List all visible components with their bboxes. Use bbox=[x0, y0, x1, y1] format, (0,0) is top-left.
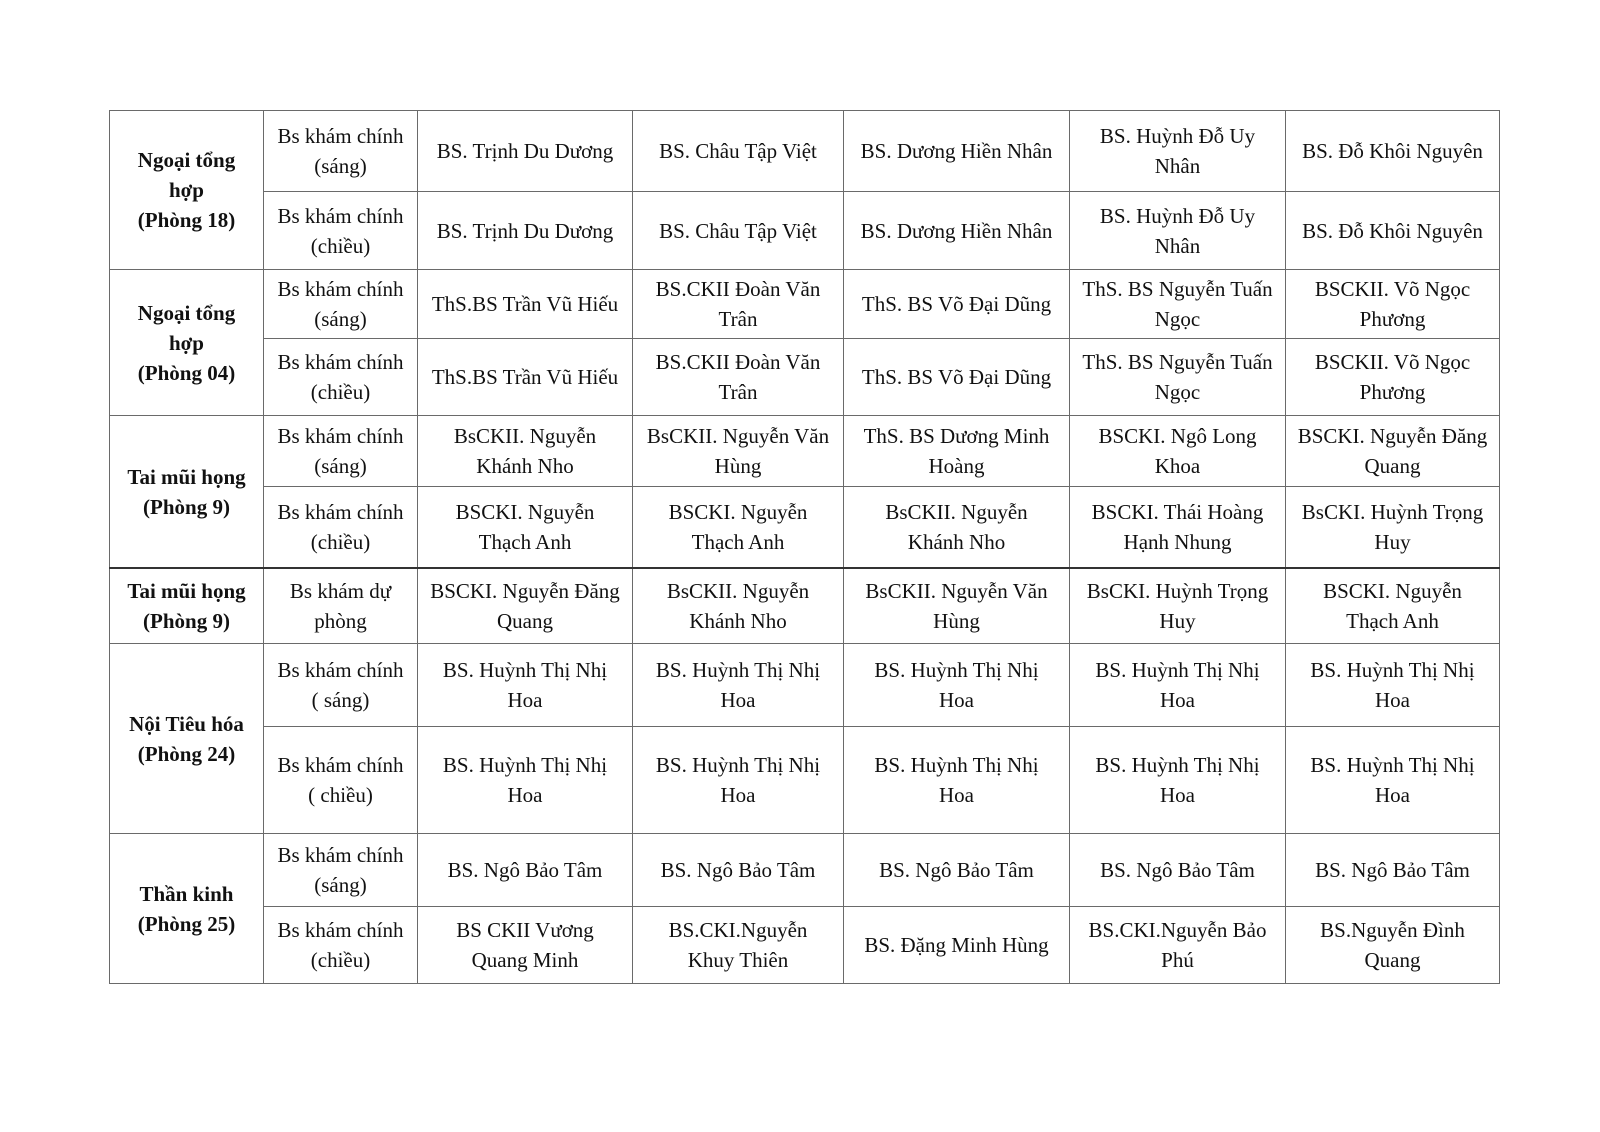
role-cell bbox=[264, 727, 418, 834]
doctor-cell bbox=[633, 192, 844, 270]
doctor-cell bbox=[418, 568, 633, 644]
doctor-cell bbox=[418, 111, 633, 192]
doctor-cell bbox=[1070, 270, 1286, 339]
doctor-line: BS. Huỳnh Thị Nhị bbox=[1310, 753, 1475, 777]
doctor-line: BSCKI. Nguyễn bbox=[668, 500, 808, 524]
doctor-cell bbox=[633, 416, 844, 487]
table-row bbox=[110, 416, 1500, 487]
table-row bbox=[110, 727, 1500, 834]
role-line: (sáng) bbox=[314, 154, 367, 178]
role-line: Bs khám chính bbox=[277, 843, 404, 867]
table-row bbox=[110, 487, 1500, 569]
doctor-line: ThS. BS Nguyễn Tuấn bbox=[1082, 350, 1273, 374]
doctor-line: Hoa bbox=[720, 688, 756, 712]
doctor-cell bbox=[418, 907, 633, 984]
doctor-line: Trân bbox=[718, 307, 758, 331]
doctor-line: Hoàng bbox=[928, 454, 985, 478]
doctor-line: Hoa bbox=[720, 783, 756, 807]
doctor-line: Hạnh Nhung bbox=[1123, 530, 1232, 554]
role-line: Bs khám chính bbox=[277, 658, 404, 682]
doctor-line: BS. Châu Tập Việt bbox=[659, 218, 817, 243]
doctor-cell bbox=[418, 339, 633, 416]
role-line: phòng bbox=[314, 609, 367, 633]
doctor-line: Thạch Anh bbox=[1346, 609, 1439, 633]
doctor-line: BS. Huỳnh Đỗ Uy bbox=[1099, 124, 1256, 148]
doctor-line: BS. Ngô Bảo Tâm bbox=[879, 858, 1034, 882]
doctor-line: BS. Dương Hiền Nhân bbox=[860, 218, 1053, 243]
role-line: (sáng) bbox=[314, 873, 367, 897]
doctor-cell bbox=[418, 487, 633, 569]
doctor-line: BsCKI. Huỳnh Trọng bbox=[1301, 500, 1484, 524]
doctor-line: BS. Ngô Bảo Tâm bbox=[660, 858, 816, 882]
department-cell bbox=[110, 270, 264, 416]
doctor-line: BsCKII. Nguyễn bbox=[885, 500, 1028, 524]
role-line: Bs khám chính bbox=[277, 424, 404, 448]
doctor-cell bbox=[1286, 192, 1500, 270]
department-cell bbox=[110, 111, 264, 270]
department-line: (Phòng 9) bbox=[143, 494, 230, 519]
doctor-cell bbox=[418, 192, 633, 270]
doctor-cell bbox=[1286, 339, 1500, 416]
doctor-cell bbox=[633, 834, 844, 907]
doctor-line: BS. Huỳnh Thị Nhị bbox=[442, 753, 608, 777]
doctor-cell bbox=[844, 644, 1070, 727]
doctor-line: BS. Châu Tập Việt bbox=[659, 139, 817, 163]
doctor-line: BS. Huỳnh Thị Nhị bbox=[1095, 753, 1260, 777]
doctor-line: Quang bbox=[1364, 454, 1421, 478]
table-row bbox=[110, 834, 1500, 907]
doctor-line: Hoa bbox=[1160, 688, 1195, 712]
doctor-line: Quang bbox=[1364, 948, 1421, 972]
doctor-line: Nhân bbox=[1154, 233, 1201, 258]
doctor-line: Thạch Anh bbox=[691, 530, 785, 554]
doctor-line: BS. Trịnh Du Dương bbox=[436, 139, 614, 163]
table-row bbox=[110, 270, 1500, 339]
doctor-cell bbox=[1070, 727, 1286, 834]
doctor-line: BS. Ngô Bảo Tâm bbox=[447, 858, 603, 882]
department-line: hợp bbox=[169, 178, 204, 202]
doctor-line: BS.Nguyễn Đình bbox=[1320, 918, 1465, 942]
table-row bbox=[110, 907, 1500, 984]
doctor-cell bbox=[1286, 834, 1500, 907]
doctor-line: ThS. BS Dương Minh bbox=[863, 424, 1050, 448]
doctor-line: BS. Dương Hiền Nhân bbox=[860, 139, 1053, 163]
role-cell bbox=[264, 487, 418, 569]
doctor-cell bbox=[418, 727, 633, 834]
doctor-line: BSCKI. Nguyễn Đăng bbox=[1297, 424, 1488, 448]
doctor-line: BsCKII. Nguyễn bbox=[453, 424, 597, 448]
department-line: (Phòng 9) bbox=[143, 609, 230, 633]
role-line: ( sáng) bbox=[311, 688, 370, 712]
doctor-line: BS. Trịnh Du Dương bbox=[436, 218, 614, 243]
doctor-cell bbox=[418, 416, 633, 487]
doctor-line: Phương bbox=[1359, 307, 1426, 331]
role-line: Bs khám dự bbox=[289, 579, 392, 603]
doctor-line: BS. Huỳnh Thị Nhị bbox=[442, 658, 608, 682]
doctor-cell bbox=[1070, 907, 1286, 984]
doctor-cell bbox=[844, 568, 1070, 644]
doctor-cell bbox=[1286, 416, 1500, 487]
doctor-cell bbox=[633, 644, 844, 727]
doctor-line: BS. Huỳnh Thị Nhị bbox=[874, 658, 1039, 682]
role-cell bbox=[264, 907, 418, 984]
doctor-cell bbox=[844, 727, 1070, 834]
doctor-line: BSCKI. Ngô Long bbox=[1098, 424, 1257, 448]
doctor-cell bbox=[633, 568, 844, 644]
doctor-cell bbox=[1286, 907, 1500, 984]
doctor-cell bbox=[844, 834, 1070, 907]
doctor-line: BS. Đỗ Khôi Nguyên bbox=[1302, 218, 1483, 243]
doctor-cell bbox=[1070, 111, 1286, 192]
doctor-cell bbox=[1070, 644, 1286, 727]
doctor-line: Hoa bbox=[1375, 783, 1410, 807]
department-line: Ngoại tổng bbox=[137, 148, 236, 172]
doctor-cell bbox=[1286, 487, 1500, 569]
role-line: (sáng) bbox=[314, 454, 367, 478]
role-cell bbox=[264, 568, 418, 644]
doctor-cell bbox=[1286, 270, 1500, 339]
doctor-line: ThS.BS Trần Vũ Hiếu bbox=[431, 365, 619, 389]
doctor-line: Khánh Nho bbox=[476, 454, 574, 478]
doctor-cell bbox=[1070, 487, 1286, 569]
doctor-cell bbox=[844, 339, 1070, 416]
role-line: ( chiều) bbox=[308, 783, 373, 807]
doctor-cell bbox=[844, 270, 1070, 339]
doctor-line: Quang Minh bbox=[471, 948, 579, 972]
doctor-line: BS. Huỳnh Đỗ Uy bbox=[1099, 203, 1256, 228]
doctor-cell bbox=[1286, 727, 1500, 834]
doctor-line: ThS. BS Võ Đại Dũng bbox=[861, 292, 1052, 316]
doctor-line: Khánh Nho bbox=[907, 530, 1006, 554]
role-line: (chiều) bbox=[310, 948, 371, 972]
department-line: Tai mũi họng bbox=[127, 579, 246, 603]
role-cell bbox=[264, 192, 418, 270]
doctor-line: BS. Huỳnh Thị Nhị bbox=[1310, 658, 1475, 682]
table-row bbox=[110, 192, 1500, 270]
doctor-cell bbox=[1070, 568, 1286, 644]
doctor-line: Trân bbox=[718, 380, 758, 404]
doctor-cell bbox=[844, 487, 1070, 569]
doctor-line: Hoa bbox=[507, 783, 543, 807]
department-line: hợp bbox=[169, 330, 204, 355]
doctor-cell bbox=[1286, 644, 1500, 727]
role-cell bbox=[264, 644, 418, 727]
doctor-line: BS.CKI.Nguyễn Bảo bbox=[1088, 918, 1267, 942]
department-cell bbox=[110, 834, 264, 984]
doctor-cell bbox=[1286, 111, 1500, 192]
doctor-line: BSCKI. Nguyễn bbox=[1323, 579, 1462, 603]
department-line: Ngoại tổng bbox=[137, 300, 236, 325]
department-line: Nội Tiêu hóa bbox=[129, 711, 244, 736]
table-row bbox=[110, 568, 1500, 644]
department-line: Tai mũi họng bbox=[127, 464, 246, 489]
doctor-line: Hoa bbox=[939, 688, 974, 712]
doctor-line: Khoa bbox=[1154, 454, 1201, 478]
doctor-cell bbox=[418, 270, 633, 339]
doctor-line: BsCKI. Huỳnh Trọng bbox=[1086, 579, 1269, 603]
doctor-line: Hùng bbox=[933, 609, 980, 633]
doctor-line: BS.CKII Đoàn Văn bbox=[655, 277, 821, 301]
doctor-cell bbox=[418, 644, 633, 727]
doctor-cell bbox=[844, 192, 1070, 270]
table-row bbox=[110, 644, 1500, 727]
doctor-line: BsCKII. Nguyễn Văn bbox=[646, 424, 830, 448]
doctor-line: BS. Ngô Bảo Tâm bbox=[1100, 858, 1255, 882]
doctor-cell bbox=[633, 339, 844, 416]
table-row bbox=[110, 111, 1500, 192]
doctor-cell bbox=[1070, 834, 1286, 907]
doctor-line: BSCKI. Nguyễn bbox=[455, 500, 595, 524]
doctor-line: BsCKII. Nguyễn bbox=[666, 579, 810, 603]
doctor-line: Hoa bbox=[1375, 688, 1410, 712]
doctor-cell bbox=[633, 487, 844, 569]
role-line: (chiều) bbox=[310, 233, 371, 258]
doctor-cell bbox=[633, 270, 844, 339]
doctor-line: BSCKI. Nguyễn Đăng bbox=[430, 579, 620, 603]
doctor-line: BSCKII. Võ Ngọc bbox=[1314, 277, 1471, 301]
doctor-cell bbox=[633, 727, 844, 834]
doctor-line: Phương bbox=[1359, 380, 1426, 404]
doctor-line: Phú bbox=[1161, 948, 1194, 972]
department-line: (Phòng 04) bbox=[137, 360, 236, 385]
doctor-line: ThS. BS Nguyễn Tuấn bbox=[1082, 277, 1273, 301]
doctor-line: Quang bbox=[497, 609, 553, 633]
department-line: (Phòng 24) bbox=[137, 741, 236, 766]
doctor-cell bbox=[844, 416, 1070, 487]
role-line: Bs khám chính bbox=[277, 918, 404, 942]
doctor-cell bbox=[844, 111, 1070, 192]
doctor-line: BS CKII Vương bbox=[456, 918, 594, 942]
doctor-line: BSCKI. Thái Hoàng bbox=[1091, 500, 1264, 524]
doctor-line: BS. Đặng Minh Hùng bbox=[864, 933, 1049, 957]
doctor-line: Hùng bbox=[714, 454, 762, 478]
department-cell bbox=[110, 644, 264, 834]
role-line: Bs khám chính bbox=[277, 124, 404, 148]
doctor-line: Huy bbox=[1159, 609, 1196, 633]
doctor-line: BS. Ngô Bảo Tâm bbox=[1315, 858, 1470, 882]
doctor-cell bbox=[1286, 568, 1500, 644]
doctor-cell bbox=[844, 907, 1070, 984]
department-cell bbox=[110, 568, 264, 644]
doctor-line: Khuy Thiên bbox=[687, 948, 789, 972]
role-line: Bs khám chính bbox=[277, 500, 404, 524]
doctor-line: BS. Huỳnh Thị Nhị bbox=[1095, 658, 1260, 682]
doctor-line: Khánh Nho bbox=[689, 609, 787, 633]
doctor-line: ThS. BS Võ Đại Dũng bbox=[861, 365, 1052, 389]
doctor-line: BS. Huỳnh Thị Nhị bbox=[655, 753, 821, 777]
doctor-line: Thạch Anh bbox=[478, 530, 572, 554]
role-cell bbox=[264, 339, 418, 416]
role-cell bbox=[264, 270, 418, 339]
role-cell bbox=[264, 834, 418, 907]
doctor-line: Ngọc bbox=[1154, 380, 1201, 404]
doctor-line: Hoa bbox=[1160, 783, 1195, 807]
doctor-line: Hoa bbox=[939, 783, 974, 807]
department-line: (Phòng 18) bbox=[137, 208, 236, 232]
doctor-line: BS. Đỗ Khôi Nguyên bbox=[1302, 139, 1483, 163]
doctor-schedule-table bbox=[109, 110, 1500, 984]
department-line: Thần kinh bbox=[139, 881, 234, 906]
doctor-line: BS.CKII Đoàn Văn bbox=[655, 350, 821, 374]
role-line: (sáng) bbox=[314, 307, 367, 331]
role-line: Bs khám chính bbox=[277, 753, 404, 777]
doctor-cell bbox=[1070, 416, 1286, 487]
department-line: (Phòng 25) bbox=[137, 911, 236, 936]
department-cell bbox=[110, 416, 264, 569]
role-cell bbox=[264, 111, 418, 192]
doctor-line: ThS.BS Trần Vũ Hiếu bbox=[431, 292, 619, 316]
role-line: Bs khám chính bbox=[277, 350, 404, 374]
role-cell bbox=[264, 416, 418, 487]
doctor-cell bbox=[1070, 192, 1286, 270]
doctor-line: Nhân bbox=[1154, 154, 1201, 178]
role-line: (chiều) bbox=[310, 380, 371, 404]
doctor-line: Huy bbox=[1374, 530, 1411, 554]
doctor-line: BS.CKI.Nguyễn bbox=[668, 918, 808, 942]
doctor-line: BS. Huỳnh Thị Nhị bbox=[874, 753, 1039, 777]
role-line: (chiều) bbox=[310, 530, 371, 554]
table-row bbox=[110, 339, 1500, 416]
doctor-line: Hoa bbox=[507, 688, 543, 712]
doctor-line: Ngọc bbox=[1154, 307, 1201, 331]
doctor-line: BsCKII. Nguyễn Văn bbox=[865, 579, 1048, 603]
doctor-cell bbox=[418, 834, 633, 907]
doctor-line: BS. Huỳnh Thị Nhị bbox=[655, 658, 821, 682]
doctor-cell bbox=[1070, 339, 1286, 416]
role-line: Bs khám chính bbox=[277, 277, 404, 301]
doctor-line: BSCKII. Võ Ngọc bbox=[1314, 350, 1471, 374]
doctor-cell bbox=[633, 111, 844, 192]
doctor-cell bbox=[633, 907, 844, 984]
role-line: Bs khám chính bbox=[277, 203, 404, 228]
